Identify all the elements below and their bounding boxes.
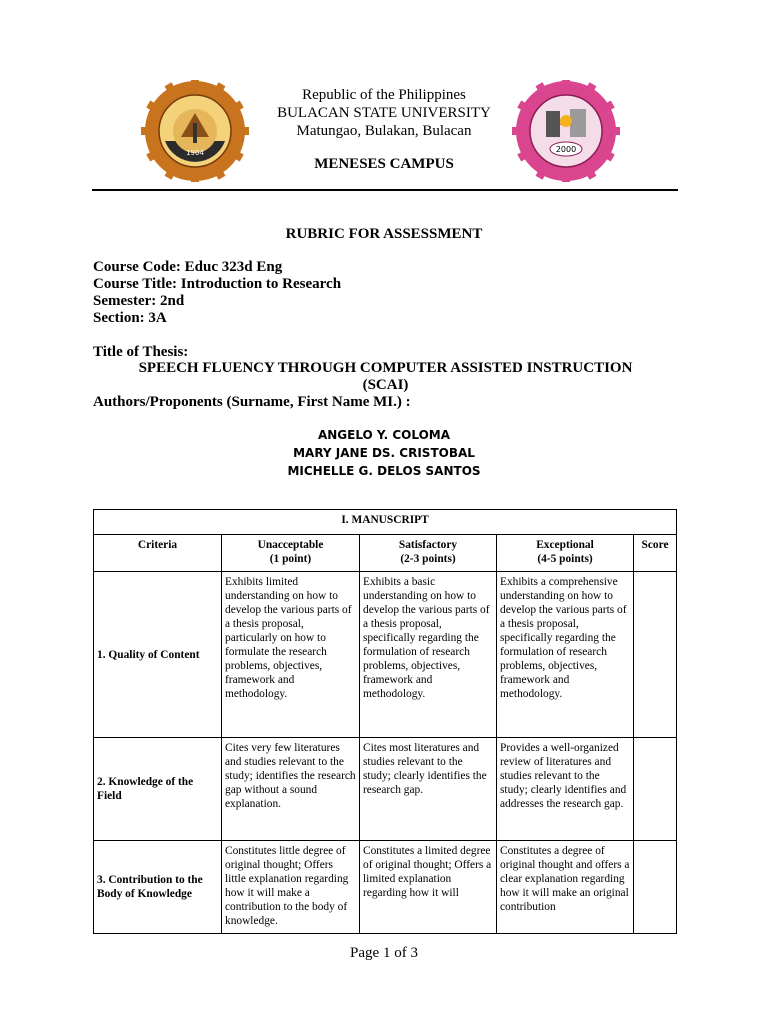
rubric-section-title: I. MANUSCRIPT [94,510,677,535]
criterion-cell: 3. Contribution to the Body of Knowledge [94,841,222,934]
section: Section: 3A [93,310,167,326]
svg-text:2000: 2000 [555,145,577,154]
criteria-header: Criteria [94,535,222,572]
satisfactory-header: Satisfactory (2-3 points) [360,535,497,572]
university-address: Matungao, Bulakan, Bulacan [296,123,472,139]
unacceptable-cell: Exhibits limited understanding on how to develop the various parts of a thesis proposal, particularly on how to formulate the research problems, objectives, framework and methodology. [222,572,360,738]
unacceptable-cell: Constitutes little degree of original thought; Offers little explanation regarding how it will make a contribution to the body of knowledge. [222,841,360,934]
document-title: RUBRIC FOR ASSESSMENT [285,226,483,242]
thesis-label: Title of Thesis: [93,344,189,360]
criterion-cell: 1. Quality of Content [94,572,222,738]
republic-line: Republic of the Philippines [302,87,466,103]
campus-name: MENESES CAMPUS [314,156,454,172]
score-cell[interactable] [634,738,677,841]
unacceptable-header: Unacceptable (1 point) [222,535,360,572]
table-row [94,841,677,934]
exceptional-cell: Constitutes a degree of original thought and offers a clear explanation regarding how it will make an original contribution [497,841,634,934]
unacceptable-cell: Cites very few literatures and studies relevant to the study; identifies the research gap without a sound explanation. [222,738,360,841]
exceptional-cell: Exhibits a comprehensive understanding on how to develop the various parts of a thesis proposal, specifically regarding the formulation of research problems, objectives, framework and methodology. [497,572,634,738]
score-cell[interactable] [634,841,677,934]
author-name: MARY JANE DS. CRISTOBAL [293,446,475,460]
exceptional-cell: Provides a well-organized review of literatures and studies relevant to the study; clearly identifies and addresses the research gap. [497,738,634,841]
criterion-cell: 2. Knowledge of the Field [94,738,222,841]
rubric-header-row [94,535,677,572]
semester: Semester: 2nd [93,293,185,309]
page-number: Page 1 of 3 [350,945,418,961]
satisfactory-cell: Cites most literatures and studies relevant to the study; clearly identifies the research gap. [360,738,497,841]
table-row [94,738,677,841]
satisfactory-cell: Constitutes a limited degree of original thought; Offers a limited explanation regarding how it will [360,841,497,934]
thesis-title [93,360,678,394]
table-row [94,572,677,738]
course-title: Course Title: Introduction to Research [93,276,342,292]
satisfactory-cell: Exhibits a basic understanding on how to develop the various parts of a thesis proposal, specifically regarding the formulation of research problems, objectives, framework and methodology. [360,572,497,738]
header-divider [92,189,678,191]
author-name: ANGELO Y. COLOMA [317,428,451,442]
score-header: Score [634,535,677,572]
university-name: BULACAN STATE UNIVERSITY [277,105,491,121]
rubric-table [93,509,677,934]
authors-label: Authors/Proponents (Surname, First Name MI.) : [93,394,411,410]
thesis-title-line2: (SCAI) [362,377,409,393]
thesis-title-line1: SPEECH FLUENCY THROUGH COMPUTER ASSISTED INSTRUCTION [138,360,633,376]
svg-text:1904: 1904 [186,149,204,157]
course-code: Course Code: Educ 323d Eng [93,259,283,275]
score-cell[interactable] [634,572,677,738]
author-name: MICHELLE G. DELOS SANTOS [287,464,481,478]
exceptional-header: Exceptional (4-5 points) [497,535,634,572]
